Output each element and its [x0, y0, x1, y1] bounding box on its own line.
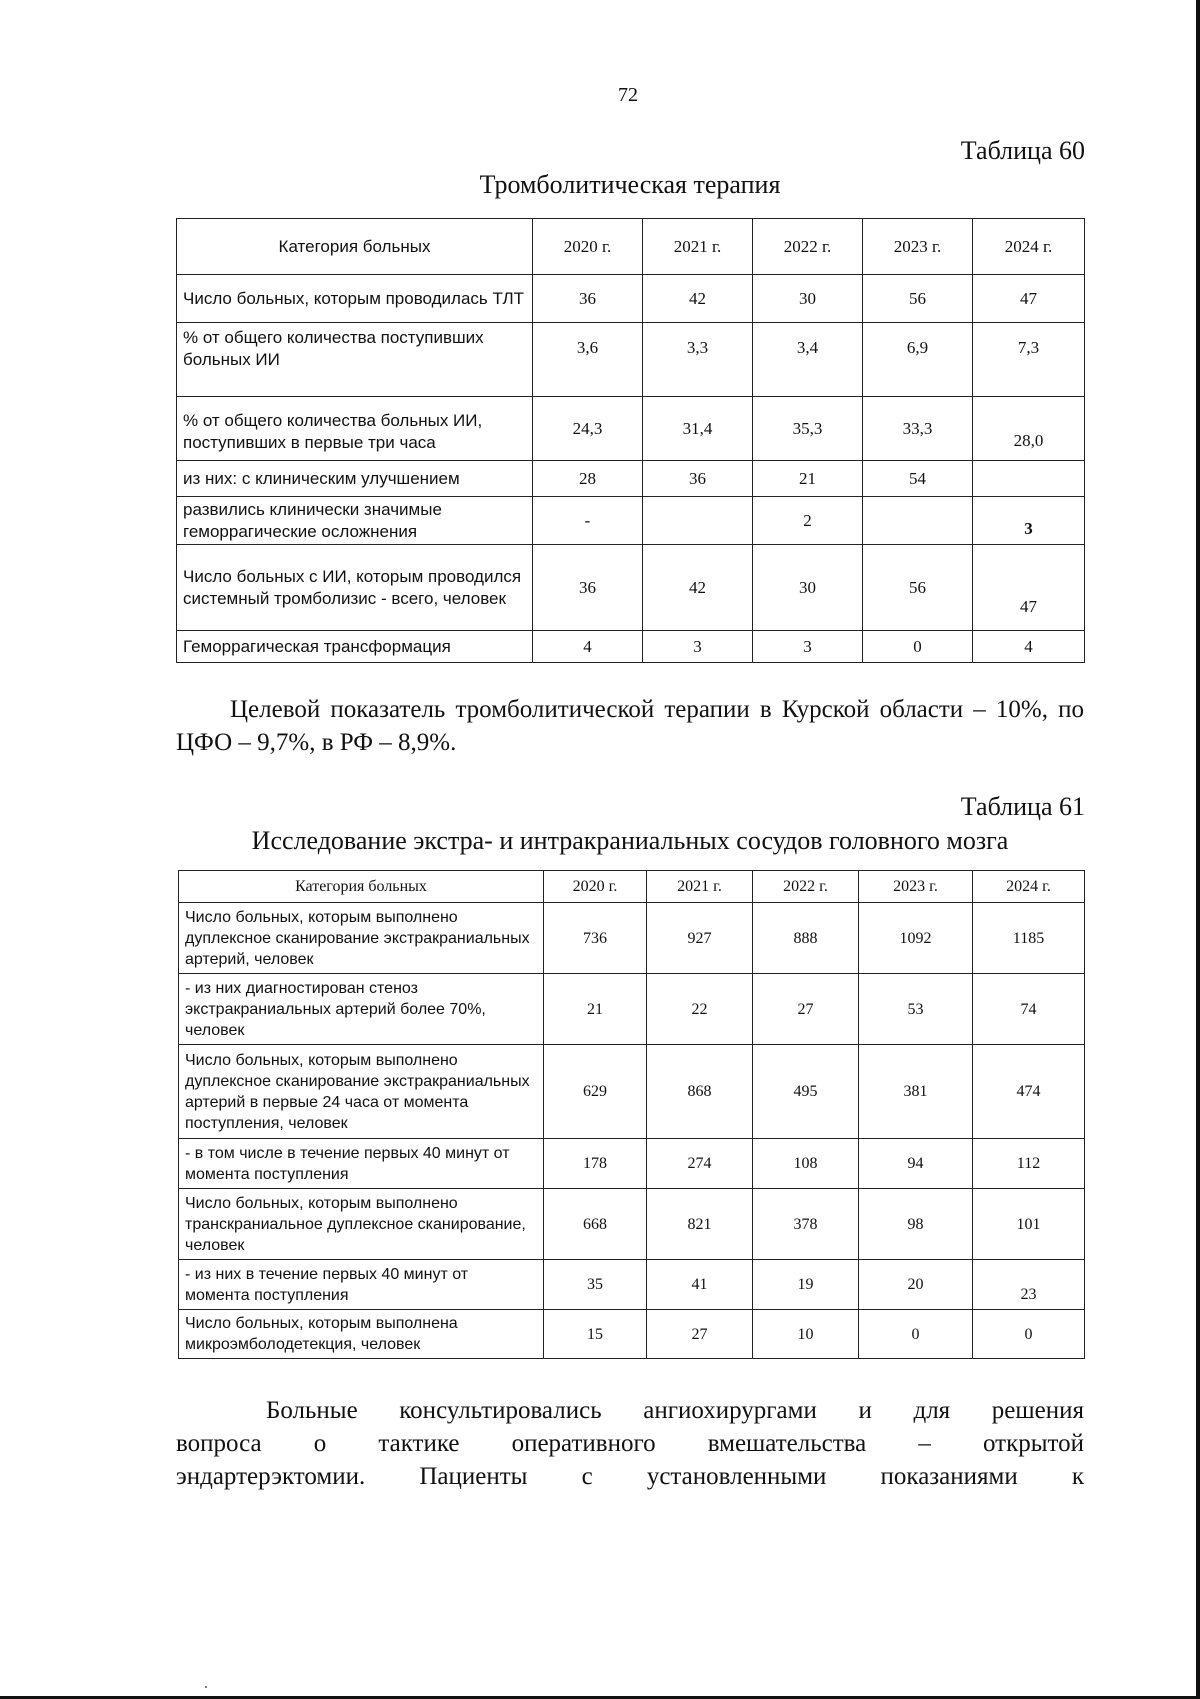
- cell-value: 47: [973, 545, 1085, 631]
- table-60: [176, 218, 1085, 663]
- table-row: [177, 323, 1085, 397]
- row-label: из них: с клиническим улучшением: [177, 461, 533, 497]
- row-label: - в том числе в течение первых 40 минут от момента поступления: [179, 1139, 544, 1189]
- cell-value: 629: [544, 1045, 647, 1139]
- paragraph-target-indicator: [176, 693, 1084, 759]
- cell-value: 30: [753, 545, 863, 631]
- cell-value: 19: [753, 1260, 859, 1310]
- cell-value: 927: [647, 903, 753, 974]
- cell-value: 53: [859, 974, 973, 1045]
- cell-value: 36: [643, 461, 753, 497]
- paragraph-text: Целевой показатель тромболитической терапии в Курской области – 10%, по ЦФО – 9,7%, в РФ – 8,9%.: [176, 696, 1084, 756]
- cell-value: 3,6: [533, 323, 643, 397]
- table-60-header-year: 2021 г.: [643, 219, 753, 275]
- table-60-header-year: 2024 г.: [973, 219, 1085, 275]
- cell-value: 3,3: [643, 323, 753, 397]
- cell-value: 54: [863, 461, 973, 497]
- cell-value: 378: [753, 1189, 859, 1260]
- cell-value: 1092: [859, 903, 973, 974]
- cell-value: 3: [643, 631, 753, 663]
- table-61-header-category: Категория больных: [179, 871, 544, 903]
- cell-value: 42: [643, 545, 753, 631]
- cell-value: 21: [544, 974, 647, 1045]
- paragraph-line: эндартерэктомии. Пациенты с установленными показаниями к: [176, 1463, 1084, 1490]
- page-edge-right: [1196, 0, 1200, 1699]
- table-row: [177, 631, 1085, 663]
- cell-value: 35: [544, 1260, 647, 1310]
- table-row: [179, 974, 1085, 1045]
- table-row: [179, 1189, 1085, 1260]
- cell-value: 30: [753, 275, 863, 323]
- row-label: Число больных, которым проводилась ТЛТ: [177, 275, 533, 323]
- table-row: [177, 275, 1085, 323]
- cell-value: 668: [544, 1189, 647, 1260]
- cell-value: 10: [753, 1310, 859, 1359]
- row-label: развились клинически значимые геморрагические осложнения: [177, 497, 533, 545]
- cell-value: 6,9: [863, 323, 973, 397]
- cell-value: 27: [647, 1310, 753, 1359]
- table-60-header-year: 2023 г.: [863, 219, 973, 275]
- table-60-label: Таблица 60: [960, 136, 1085, 165]
- paragraph-line: вопроса о тактике оперативного вмешательства – открытой: [176, 1430, 1084, 1457]
- cell-value: 474: [973, 1045, 1085, 1139]
- cell-value: 22: [647, 974, 753, 1045]
- row-label: % от общего количества поступивших больных ИИ: [177, 323, 533, 397]
- row-label: Число больных, которым выполнено транскраниальное дуплексное сканирование, человек: [179, 1189, 544, 1260]
- cell-value: 74: [973, 974, 1085, 1045]
- table-60-header-year: 2022 г.: [753, 219, 863, 275]
- cell-value: [863, 497, 973, 545]
- table-row: [177, 397, 1085, 461]
- cell-value: 98: [859, 1189, 973, 1260]
- table-60-caption: Тромболитическая терапия: [479, 170, 781, 199]
- cell-value: 28,0: [973, 397, 1085, 461]
- paragraph-consultation: [176, 1394, 1084, 1493]
- table-61-caption: Исследование экстра- и интракраниальных сосудов головного мозга: [251, 826, 1009, 855]
- table-61-header-year: 2020 г.: [544, 871, 647, 903]
- cell-value: 56: [863, 275, 973, 323]
- row-label: - из них диагностирован стеноз экстракраниальных артерий более 70%, человек: [179, 974, 544, 1045]
- cell-value: 42: [643, 275, 753, 323]
- paragraph-line: Больные консультировались ангиохирургами и для решения: [266, 1397, 1084, 1424]
- cell-value: 1185: [973, 903, 1085, 974]
- cell-value: 495: [753, 1045, 859, 1139]
- row-label: Число больных, которым выполнена микроэмболодетекция, человек: [179, 1310, 544, 1359]
- row-label: - из них в течение первых 40 минут от момента поступления: [179, 1260, 544, 1310]
- cell-value: 33,3: [863, 397, 973, 461]
- cell-value: 821: [647, 1189, 753, 1260]
- cell-value: 7,3: [973, 323, 1085, 397]
- cell-value: [973, 461, 1085, 497]
- cell-value: 31,4: [643, 397, 753, 461]
- cell-value: 4: [973, 631, 1085, 663]
- page-number: 72: [618, 84, 638, 106]
- table-row: [177, 545, 1085, 631]
- table-row: [179, 1260, 1085, 1310]
- cell-value: 868: [647, 1045, 753, 1139]
- row-label: Число больных, которым выполнено дуплексное сканирование экстракраниальных артерий в первые 24 часа от момента поступления, человек: [179, 1045, 544, 1139]
- cell-value: 20: [859, 1260, 973, 1310]
- cell-value: 27: [753, 974, 859, 1045]
- row-label: Число больных, которым выполнено дуплексное сканирование экстракраниальных артерий, человек: [179, 903, 544, 974]
- cell-value: 736: [544, 903, 647, 974]
- cell-value: 0: [973, 1310, 1085, 1359]
- table-60-header-category: Категория больных: [177, 219, 533, 275]
- cell-value: 3: [753, 631, 863, 663]
- cell-value: 178: [544, 1139, 647, 1189]
- table-61-label: Таблица 61: [960, 792, 1085, 821]
- cell-value: 112: [973, 1139, 1085, 1189]
- row-label: Число больных с ИИ, которым проводился системный тромболизис - всего, человек: [177, 545, 533, 631]
- table-61: [178, 870, 1085, 1359]
- cell-value: 41: [647, 1260, 753, 1310]
- cell-value: 15: [544, 1310, 647, 1359]
- cell-value: 47: [973, 275, 1085, 323]
- cell-value: 2: [753, 497, 863, 545]
- table-61-header-row: [179, 871, 1085, 903]
- table-row: [179, 1045, 1085, 1139]
- cell-value: 274: [647, 1139, 753, 1189]
- table-61-header-year: 2023 г.: [859, 871, 973, 903]
- cell-value: 28: [533, 461, 643, 497]
- cell-value: 94: [859, 1139, 973, 1189]
- cell-value: 23: [973, 1260, 1085, 1310]
- row-label: Геморрагическая трансформация: [177, 631, 533, 663]
- cell-value: 24,3: [533, 397, 643, 461]
- cell-value: 4: [533, 631, 643, 663]
- cell-value: 36: [533, 545, 643, 631]
- cell-value: [643, 497, 753, 545]
- table-row: [179, 903, 1085, 974]
- scan-artifact: [205, 1686, 207, 1688]
- cell-value: 56: [863, 545, 973, 631]
- cell-value: 101: [973, 1189, 1085, 1260]
- table-row: [177, 497, 1085, 545]
- cell-value: 3,4: [753, 323, 863, 397]
- cell-value: 21: [753, 461, 863, 497]
- table-61-header-year: 2022 г.: [753, 871, 859, 903]
- cell-value: 0: [863, 631, 973, 663]
- table-row: [177, 461, 1085, 497]
- row-label: % от общего количества больных ИИ, поступивших в первые три часа: [177, 397, 533, 461]
- table-61-header-year: 2024 г.: [973, 871, 1085, 903]
- table-row: [179, 1310, 1085, 1359]
- cell-value: 3: [973, 497, 1085, 545]
- table-row: [179, 1139, 1085, 1189]
- cell-value: 888: [753, 903, 859, 974]
- cell-value: 36: [533, 275, 643, 323]
- cell-value: 381: [859, 1045, 973, 1139]
- table-60-header-row: [177, 219, 1085, 275]
- table-61-header-year: 2021 г.: [647, 871, 753, 903]
- cell-value: 108: [753, 1139, 859, 1189]
- cell-value: 35,3: [753, 397, 863, 461]
- cell-value: 0: [859, 1310, 973, 1359]
- table-60-header-year: 2020 г.: [533, 219, 643, 275]
- cell-value: -: [533, 497, 643, 545]
